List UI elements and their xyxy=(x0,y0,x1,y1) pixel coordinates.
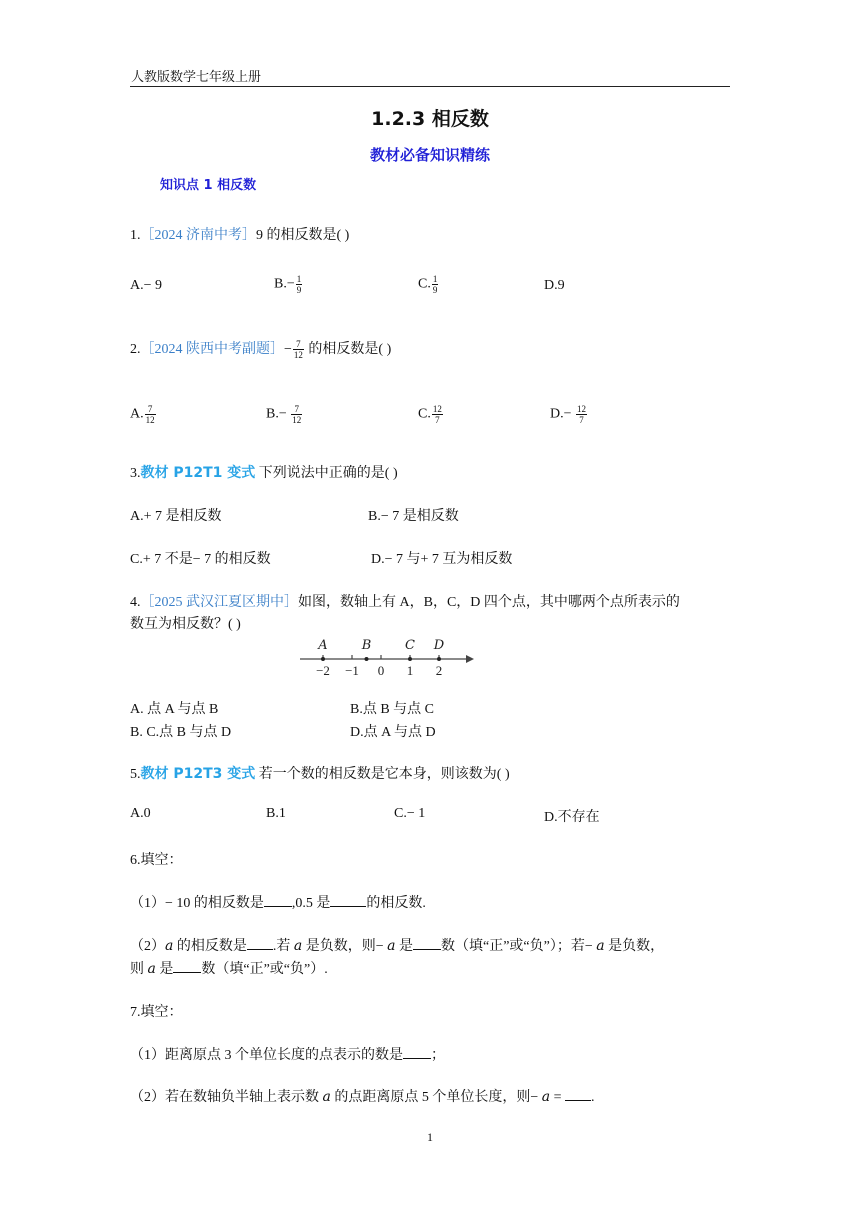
q6-p2-text: 数（填“正”或“负”）. xyxy=(201,962,328,977)
q2-d-prefix: D.− xyxy=(550,406,576,422)
q3-option-c: C.+ 7 不是− 7 的相反数 xyxy=(130,552,271,567)
q5-tag: 教材 P12T3 变式 xyxy=(140,766,256,782)
q5-option-a: A.0 xyxy=(130,806,151,821)
q6-part-2-line1 xyxy=(130,935,664,955)
q4-option-a: A. 点 A 与点 B xyxy=(130,702,219,717)
axis-tick-label: 2 xyxy=(435,663,443,678)
q5-number: 5. xyxy=(130,767,141,782)
axis-point-b xyxy=(365,657,369,661)
denominator: 7 xyxy=(579,415,584,425)
axis-arrow-icon xyxy=(466,655,474,663)
q6-p2-text: 的相反数是 xyxy=(173,939,247,954)
q5-option-b: B.1 xyxy=(266,806,286,821)
q2-option-c xyxy=(418,404,444,425)
numerator: 7 xyxy=(293,339,304,350)
q6-p2-text: 数（填“正”或“负”）；若− xyxy=(440,939,597,954)
q3-text: 下列说法中正确的是( ) xyxy=(255,466,398,481)
q3-option-d: D.− 7 与+ 7 互为相反数 xyxy=(371,552,513,567)
q6-p2-label: （2） xyxy=(130,939,165,954)
q5-option-d: D.不存在 xyxy=(544,810,600,825)
q6-p2-text: 是负数， xyxy=(604,939,665,954)
q7-p1-text: （1）距离原点 3 个单位长度的点表示的数是 xyxy=(130,1048,403,1063)
q3-number: 3. xyxy=(130,466,141,481)
q2-c-prefix: C. xyxy=(418,406,431,422)
variable-a: a xyxy=(596,938,605,954)
q2-option-d xyxy=(550,404,588,425)
q1-text: 9 的相反数是( ) xyxy=(256,228,350,243)
q6-p2-text: 则 xyxy=(130,962,148,977)
variable-a: a xyxy=(293,938,303,954)
running-header: 人教版数学七年级上册 xyxy=(131,69,262,84)
q7-part-1 xyxy=(130,1044,445,1064)
q4-option-b: B.点 B 与点 C xyxy=(350,702,435,717)
question-1-stem xyxy=(130,224,349,244)
q6-p2-text: 是负数，则− xyxy=(302,939,388,954)
q7-p1-text-2: ； xyxy=(431,1048,445,1063)
numerator: 1 xyxy=(296,274,302,284)
q1-option-b xyxy=(274,274,303,295)
q2-option-a xyxy=(130,404,157,425)
q6-p1-text-3: 的相反数. xyxy=(366,896,426,911)
q1-source: ［2024 济南中考］ xyxy=(140,228,256,243)
question-5-stem xyxy=(130,763,510,783)
q2-d-fraction xyxy=(576,404,587,425)
axis-point-a xyxy=(321,657,325,661)
header-rule xyxy=(130,86,730,87)
denominator: 12 xyxy=(145,415,155,425)
page-title: 1.2.3 相反数 xyxy=(371,108,489,130)
axis-tick-label: −2 xyxy=(316,663,330,678)
q1-b-fraction xyxy=(296,274,303,295)
knowledge-point-heading: 知识点 1 相反数 xyxy=(160,178,257,193)
question-6-title: 6.填空： xyxy=(130,853,183,868)
q6-p2-text: 是 xyxy=(155,962,174,977)
axis-point-label: D xyxy=(433,638,445,653)
numerator: 7 xyxy=(145,404,156,415)
answer-blank[interactable] xyxy=(330,894,366,907)
q4-number: 4. xyxy=(130,595,141,610)
q1-c-fraction xyxy=(432,274,439,295)
page-number: 1 xyxy=(427,1130,433,1144)
axis-tick-label: −1 xyxy=(345,663,359,678)
q4-option-c: B. C.点 B 与点 D xyxy=(130,725,232,740)
q2-source: ［2024 陕西中考副题］ xyxy=(140,342,284,357)
q6-p2-text: 是 xyxy=(395,939,413,954)
q7-p2-text: . xyxy=(591,1090,595,1105)
number-line-figure xyxy=(296,636,476,680)
q1-option-c xyxy=(418,274,439,295)
axis-tick-label: 0 xyxy=(377,663,385,678)
q2-number: 2. xyxy=(130,342,141,357)
denominator: 12 xyxy=(293,350,303,361)
q6-part-1 xyxy=(130,892,426,912)
numerator: 12 xyxy=(432,404,442,414)
question-3-stem xyxy=(130,462,398,482)
answer-blank[interactable] xyxy=(264,894,292,907)
q3-tag: 教材 P12T1 变式 xyxy=(140,465,256,481)
axis-point-label: A xyxy=(318,638,328,653)
variable-a: a xyxy=(387,938,396,954)
q5-option-c: C.− 1 xyxy=(394,806,426,821)
q1-c-prefix: C. xyxy=(418,276,431,292)
question-4-stem xyxy=(130,591,680,611)
q4-source: ［2025 武汉江夏区期中］ xyxy=(140,595,298,610)
q6-part-2-line2 xyxy=(130,958,328,978)
answer-blank[interactable] xyxy=(247,937,273,950)
q1-number: 1. xyxy=(130,228,141,243)
q2-option-b xyxy=(266,404,303,425)
axis-point-label: C xyxy=(405,638,415,653)
variable-a: a xyxy=(147,961,156,977)
denominator: 9 xyxy=(432,285,438,295)
question-7-title: 7.填空： xyxy=(130,1005,183,1020)
q7-part-2 xyxy=(130,1086,595,1106)
q5-text: 若一个数的相反数是它本身，则该数为( ) xyxy=(255,767,510,782)
q1-option-a: A.− 9 xyxy=(130,278,163,293)
answer-blank[interactable] xyxy=(565,1088,591,1101)
q2-text: 的相反数是( ) xyxy=(304,342,392,357)
q6-p2-text: .若 xyxy=(272,939,294,954)
q3-option-a: A.+ 7 是相反数 xyxy=(130,509,222,524)
q1-option-d: D.9 xyxy=(544,278,565,293)
q7-p2-text: （2）若在数轴负半轴上表示数 xyxy=(130,1090,323,1105)
denominator: 12 xyxy=(292,415,302,425)
section-subtitle: 教材必备知识精练 xyxy=(369,146,490,164)
axis-tick-label: 1 xyxy=(406,663,414,678)
q2-b-fraction xyxy=(291,404,302,425)
q4-option-d: D.点 A 与点 D xyxy=(350,725,436,740)
q3-option-b: B.− 7 是相反数 xyxy=(368,509,459,524)
answer-blank[interactable] xyxy=(173,960,201,973)
numerator: 1 xyxy=(432,274,438,284)
q6-p1-text-2: ,0.5 是 xyxy=(291,896,331,911)
axis-point-d xyxy=(437,657,441,661)
numerator: 12 xyxy=(577,404,587,414)
denominator: 9 xyxy=(296,285,302,295)
variable-a: a xyxy=(322,1089,331,1105)
answer-blank[interactable] xyxy=(403,1046,431,1059)
q7-p2-text: = xyxy=(550,1090,566,1105)
q4-text-line1: 如图，数轴上有 A，B，C，D 四个点，其中哪两个点所表示的 xyxy=(298,595,680,610)
denominator: 7 xyxy=(435,415,440,425)
numerator: 7 xyxy=(291,404,302,415)
q2-stem-fraction xyxy=(293,339,304,360)
q2-a-fraction xyxy=(145,404,156,425)
variable-a: a xyxy=(541,1089,551,1105)
q1-b-prefix: B.− xyxy=(274,276,295,292)
variable-a: a xyxy=(165,938,174,954)
q2-c-fraction xyxy=(432,404,443,425)
q4-text-line2: 数互为相反数？( ) xyxy=(130,617,241,632)
q6-p1-text: （1）− 10 的相反数是 xyxy=(130,896,264,911)
question-2-stem xyxy=(130,338,391,360)
q2-a-prefix: A. xyxy=(130,406,144,422)
q2-b-prefix: B.− xyxy=(266,406,291,422)
axis-point-label: B xyxy=(361,638,372,653)
q7-p2-text: 的点距离原点 5 个单位长度，则− xyxy=(330,1090,542,1105)
q2-minus: − xyxy=(284,342,292,357)
answer-blank[interactable] xyxy=(413,937,441,950)
axis-point-c xyxy=(408,657,412,661)
